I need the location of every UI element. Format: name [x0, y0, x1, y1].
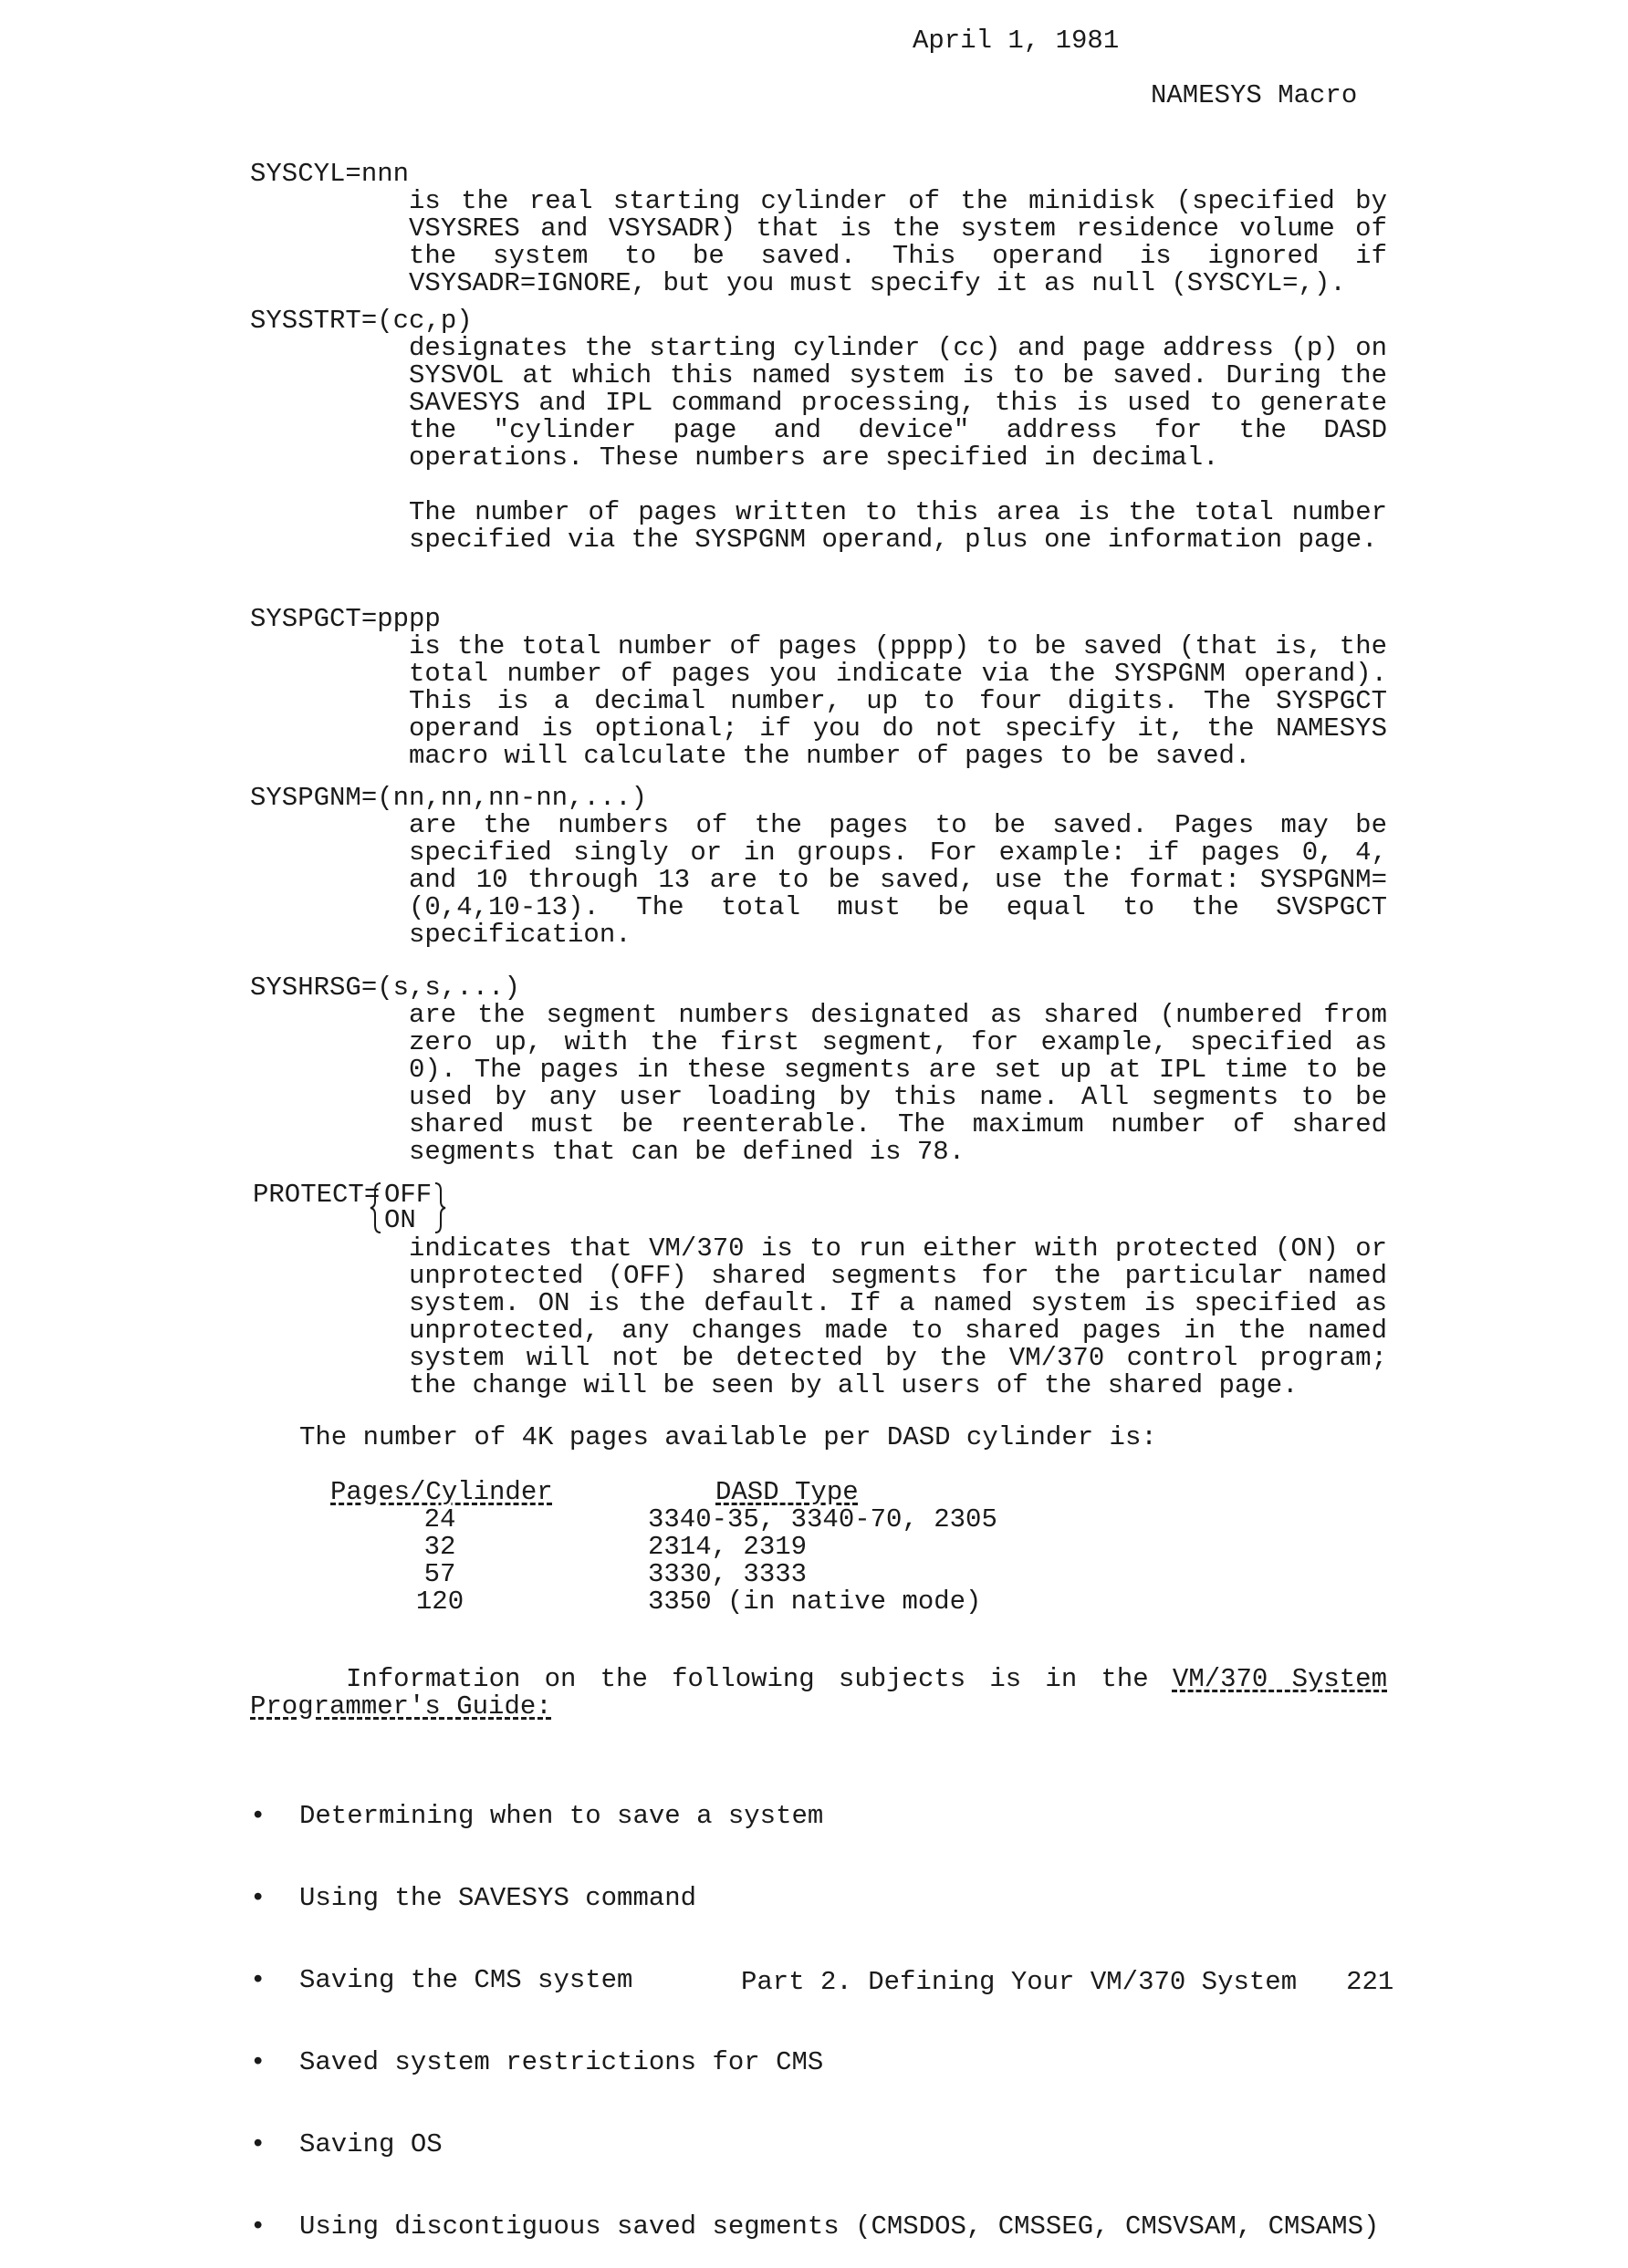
- list-item: • Using the SAVESYS command: [250, 1883, 697, 1913]
- footer-title: Part 2. Defining Your VM/370 System: [741, 1967, 1298, 1997]
- bullet-icon: •: [250, 2129, 266, 2159]
- operand-paragraph: is the total number of pages (pppp) to be saved (that is, the total number of pages you indicate via the SYSPGNM operand). This is a decimal number, up to four digits. The SYSPGCT operand is optional; if you do not specify it, the NAMESYS macro will calculate the number of pages to be saved.: [409, 631, 1387, 771]
- operand-paragraph: are the numbers of the pages to be saved. Pages may be specified singly or in groups. For example: if pages 0, 4, and 10 through 13 are to be saved, use the format: SYSPGNM=(0,4,10-13). The total must be equal to the SVSPGCT specification.: [409, 810, 1387, 950]
- operand-term-syscyl: SYSCYL=nnn: [250, 159, 410, 189]
- protect-operand: [253, 1180, 472, 1236]
- table-intro: The number of 4K pages available per DASD cylinder is:: [299, 1422, 1157, 1452]
- protect-keyword: PROTECT=: [253, 1180, 381, 1210]
- operand-desc-syshrsg: [409, 1002, 1387, 1193]
- table-cell-pages: 57: [423, 1559, 456, 1589]
- bullet-icon: •: [250, 1965, 266, 1995]
- info-citation: VM/370 System Programmer's Guide:: [250, 1664, 1387, 1722]
- operand-desc-protect: [409, 1235, 1387, 1427]
- list-item: • Determining when to save a system: [250, 1801, 824, 1831]
- subject-list: [250, 1748, 1379, 2268]
- list-item: • Using discontiguous saved segments (CMSDOS, CMSSEG, CMSVSAM, CMSAMS): [250, 2211, 1380, 2242]
- table-cell-type: 3350 (in native mode): [648, 1587, 982, 1617]
- table-cell-type: 3330, 3333: [648, 1559, 808, 1589]
- operand-paragraph: designates the starting cylinder (cc) and page address (p) on SYSVOL at which this named system is to be saved. During the SAVESYS and IPL command processing, this is used to generate the "cylinder page and device" address for the DASD operations. These numbers are specified in decimal.: [409, 333, 1387, 473]
- operand-desc-syspgct: [409, 633, 1387, 797]
- operand-term-sysstrt: SYSSTRT=(cc,p): [250, 306, 473, 336]
- page-date: April 1, 1981: [913, 26, 1120, 56]
- bullet-icon: •: [250, 1883, 266, 1913]
- bullet-icon: •: [250, 2211, 266, 2242]
- page-footer: [741, 1969, 1393, 1996]
- list-item: • Saving the CMS system: [250, 1965, 633, 1995]
- operand-term-syspgct: SYSPGCT=pppp: [250, 604, 441, 634]
- table-cell-type: 3340-35, 3340-70, 2305: [648, 1504, 997, 1535]
- operand-paragraph: are the segment numbers designated as shared (numbered from zero up, with the first segment, for example, specified as 0). The pages in these segments are set up at IPL time to be used by any user loading by this name. All segments to be shared must be reenterable. The maximum number of shared segments that can be defined is 78.: [409, 1000, 1387, 1167]
- table-header-dasd: DASD Type: [715, 1477, 859, 1507]
- protect-option-off: OFF: [384, 1180, 433, 1210]
- bullet-icon: •: [250, 2047, 266, 2077]
- operand-term-syspgnm: SYSPGNM=(nn,nn,nn-nn,...): [250, 783, 648, 813]
- table-cell-pages: 120: [415, 1587, 464, 1617]
- bullet-icon: •: [250, 1801, 266, 1831]
- table-header-pages: Pages/Cylinder: [330, 1477, 553, 1507]
- operand-desc-syscyl: [409, 188, 1387, 325]
- page-number: 221: [1346, 1967, 1394, 1997]
- operand-paragraph: is the real starting cylinder of the minidisk (specified by VSYSRES and VSYSADR) that is the system residence volume of the system to be saved. This operand is ignored if VSYSADR=IGNORE, but you must specify it as null (SYSCYL=,).: [409, 186, 1387, 298]
- table-cell-type: 2314, 2319: [648, 1532, 808, 1562]
- operand-paragraph: The number of pages written to this area is the total number specified via the SYSPGNM operand, plus one information page.: [409, 497, 1387, 555]
- operand-term-syshrsg: SYSHRSG=(s,s,...): [250, 973, 520, 1003]
- operand-paragraph: indicates that VM/370 is to run either with protected (ON) or unprotected (OFF) shared segments for the particular named system. ON is the default. If a named system is specified as unprotected, any changes made to shared pages in the named system will not be detected by the VM/370 control program; the change will be seen by all users of the shared page.: [409, 1233, 1387, 1400]
- operand-desc-sysstrt: [409, 335, 1387, 581]
- info-paragraph: [250, 1666, 1387, 1721]
- brace-glyph: [253, 1180, 472, 1236]
- operand-desc-syspgnm: [409, 812, 1387, 976]
- protect-option-on: ON: [384, 1205, 416, 1235]
- table-cell-pages: 32: [423, 1532, 456, 1562]
- table-cell-pages: 24: [423, 1504, 456, 1535]
- list-item: • Saving OS: [250, 2129, 443, 2159]
- info-lead: Information on the following subjects is in the: [345, 1664, 1149, 1694]
- running-header: NAMESYS Macro: [1151, 80, 1358, 110]
- list-item: • Saved system restrictions for CMS: [250, 2047, 824, 2077]
